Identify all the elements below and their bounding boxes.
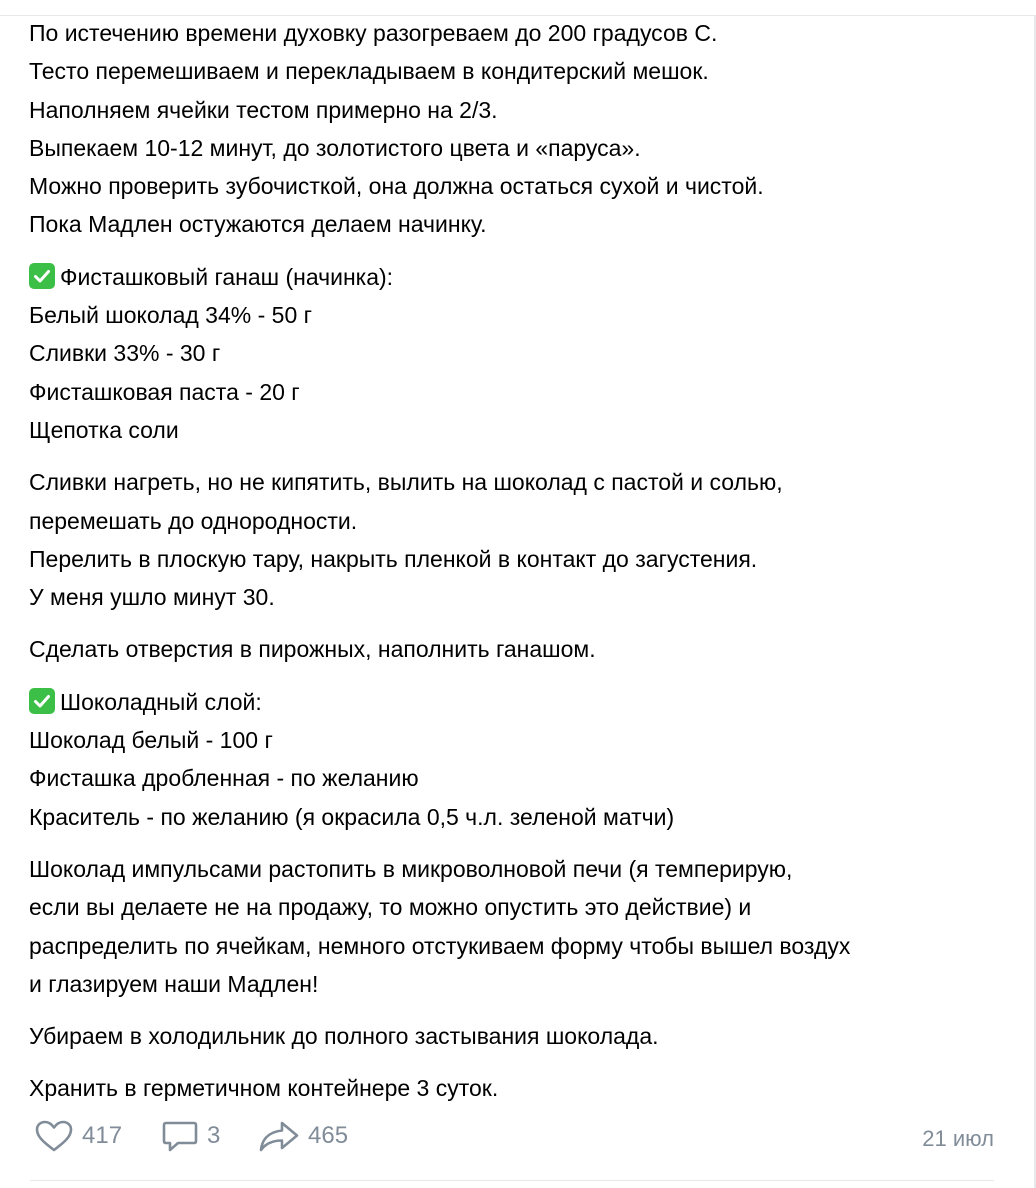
share-button[interactable] xyxy=(258,1119,348,1153)
post-text-line xyxy=(29,502,1004,540)
post-paragraph xyxy=(29,258,1004,449)
post-text-line xyxy=(29,888,1004,926)
post-text-line xyxy=(29,1069,1004,1107)
post-date[interactable]: 21 июл xyxy=(922,1126,994,1151)
post-text-content: Пока Мадлен остужаются делаем начинку. xyxy=(29,211,487,238)
post-text-line xyxy=(29,927,1004,965)
post-paragraph xyxy=(29,1017,1004,1055)
post-actions-bar xyxy=(30,1113,994,1163)
check-mark-icon xyxy=(29,263,55,289)
post-text-line xyxy=(29,296,1004,334)
post-text-line xyxy=(29,91,1004,129)
like-count: 417 xyxy=(82,1122,123,1149)
post-text-content: Хранить в герметичном контейнере 3 суток. xyxy=(29,1075,499,1102)
post-text-line xyxy=(29,14,1004,52)
post-text-content: Шоколад белый - 100 г xyxy=(29,727,273,754)
post-text-line xyxy=(29,850,1004,888)
post-text-line xyxy=(29,258,1004,296)
post-text-content: Убираем в холодильник до полного застывания шоколада. xyxy=(29,1023,659,1050)
post-text-content: Можно проверить зубочисткой, она должна остаться сухой и чистой. xyxy=(29,173,764,200)
comment-icon xyxy=(161,1119,199,1153)
post-paragraph xyxy=(29,463,1004,616)
post-text-content: Белый шоколад 34% - 50 г xyxy=(29,302,313,329)
post-text-content: Щепотка соли xyxy=(29,416,179,443)
post-text-line xyxy=(29,540,1004,578)
heart-icon xyxy=(34,1119,74,1153)
post-paragraph xyxy=(29,683,1004,836)
post-text-line xyxy=(29,630,1004,668)
check-mark-icon xyxy=(29,688,55,714)
post-text-line xyxy=(29,463,1004,501)
post-bottom-divider xyxy=(30,1180,994,1181)
post-text-content: Сделать отверстия в пирожных, наполнить ганашом. xyxy=(29,636,596,663)
post-text-content: Тесто перемешиваем и перекладываем в кондитерский мешок. xyxy=(29,58,709,85)
like-button[interactable] xyxy=(34,1119,122,1153)
post-text-content: Краситель - по желанию (я окрасила 0,5 ч.л. зеленой матчи) xyxy=(29,803,675,830)
post-text-content: Шоколадный слой: xyxy=(60,688,262,715)
post-text-line xyxy=(29,578,1004,616)
post-text-content: Наполняем ячейки тестом примерно на 2/3. xyxy=(29,96,498,123)
post-text-content: Выпекаем 10-12 минут, до золотистого цвета и «паруса». xyxy=(29,134,641,161)
post-paragraph xyxy=(29,630,1004,668)
post-text-line xyxy=(29,965,1004,1003)
post-text-content: Фисташка дробленная - по желанию xyxy=(29,765,419,792)
post-text-line xyxy=(29,798,1004,836)
post-paragraph xyxy=(29,14,1004,244)
share-arrow-icon xyxy=(258,1119,300,1153)
post-text-content: перемешать до однородности. xyxy=(29,507,358,534)
post-text-content: и глазируем наши Мадлен! xyxy=(29,970,319,997)
post-text-line xyxy=(29,1017,1004,1055)
post-text-line xyxy=(29,52,1004,90)
post-text-line xyxy=(29,411,1004,449)
post-text-line xyxy=(29,167,1004,205)
post-text-content: По истечению времени духовку разогреваем до 200 градусов С. xyxy=(29,20,718,46)
post-text-line xyxy=(29,205,1004,243)
post-text-content: если вы делаете не на продажу, то можно опустить это действие) и xyxy=(29,894,752,921)
post-text-line xyxy=(29,721,1004,759)
post-text-content: У меня ушло минут 30. xyxy=(29,584,275,611)
post-text-line xyxy=(29,683,1004,721)
post-text-content: Сливки нагреть, но не кипятить, вылить на шоколад с пастой и солью, xyxy=(29,469,783,496)
share-count: 465 xyxy=(308,1122,349,1149)
post-text-line xyxy=(29,129,1004,167)
post-text-line xyxy=(29,373,1004,411)
post-text-line xyxy=(29,759,1004,797)
comment-button[interactable] xyxy=(161,1119,220,1153)
post-text-content: распределить по ячейкам, немного отстукиваем форму чтобы вышел воздух xyxy=(29,932,851,959)
post-paragraph xyxy=(29,850,1004,1003)
post-text xyxy=(29,14,1004,1122)
post-paragraph xyxy=(29,1069,1004,1107)
post-text-content: Сливки 33% - 30 г xyxy=(29,340,221,367)
comment-count: 3 xyxy=(207,1122,221,1149)
post-text-line xyxy=(29,334,1004,372)
post-text-content: Перелить в плоскую тару, накрыть пленкой в контакт до загустения. xyxy=(29,545,758,572)
post-text-content: Фисташковый ганаш (начинка): xyxy=(60,263,394,290)
post-text-content: Фисташковая паста - 20 г xyxy=(29,378,300,405)
post-text-content: Шоколад импульсами растопить в микроволновой печи (я темперирую, xyxy=(29,855,793,882)
